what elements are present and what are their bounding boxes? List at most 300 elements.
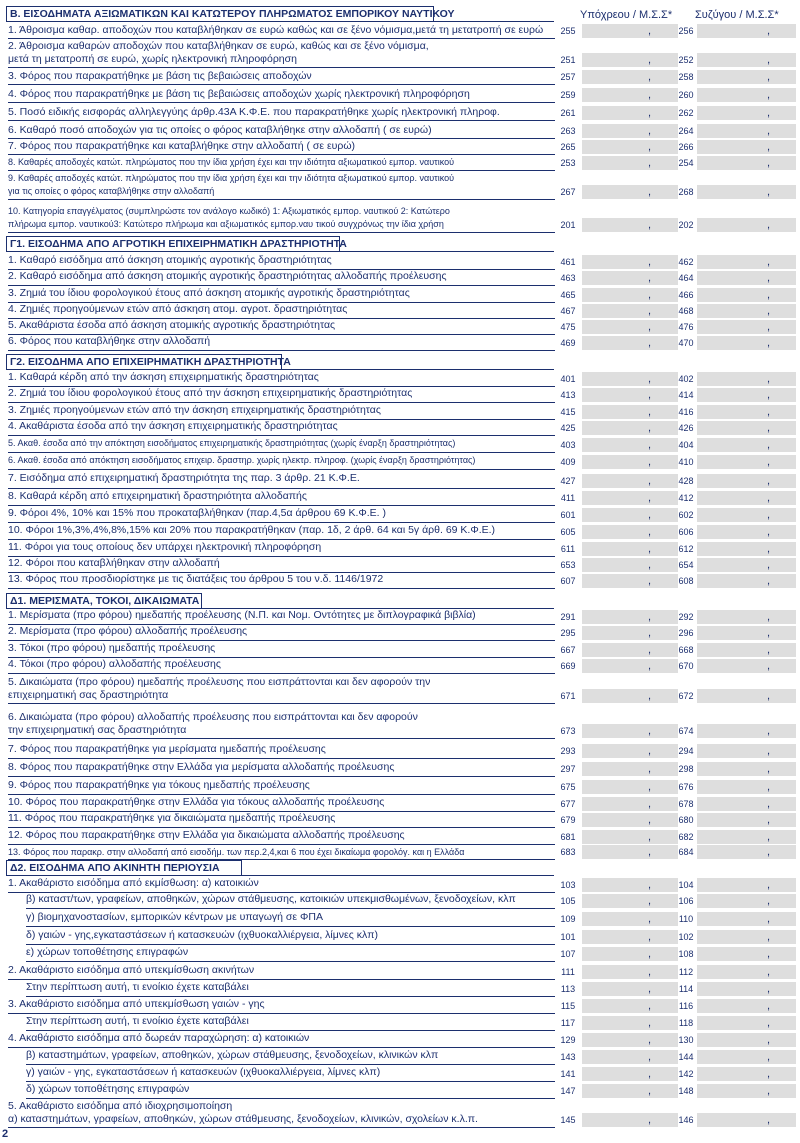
row-label xyxy=(8,254,555,267)
taxpayer-amount-field[interactable] xyxy=(582,288,678,302)
row-underline xyxy=(8,827,555,828)
form-row xyxy=(0,929,800,945)
row-underline xyxy=(8,435,555,436)
section-underline xyxy=(6,369,554,370)
spouse-amount-field[interactable] xyxy=(697,304,796,318)
row-label xyxy=(8,454,555,467)
taxpayer-amount-field[interactable] xyxy=(582,474,678,488)
form-row xyxy=(0,205,800,233)
form-row xyxy=(0,507,800,523)
decimal-separator: , xyxy=(648,219,652,231)
row-label xyxy=(8,387,555,400)
row-label-line2: πλήρωμα εμπορ. ναυτικού3: Κατώτερο πλήρωμα και αξιωματικός εμπορ.ναυ τικού συγχρόνως την ίδια χρήση xyxy=(8,219,444,229)
row-label xyxy=(8,557,555,570)
taxpayer-code: 469 xyxy=(560,338,576,348)
row-label xyxy=(8,437,555,450)
row-label xyxy=(8,319,555,332)
spouse-amount-field[interactable] xyxy=(697,626,796,640)
spouse-amount-field[interactable] xyxy=(697,724,796,738)
taxpayer-code: 607 xyxy=(560,576,576,586)
row-label-line1: 9. Καθαρές αποδοχές κατώτ. πληρώματος που την ίδια χρήση έχει και την ιδιότητα αξιωματικού εμπορ. ναυτικού xyxy=(8,173,455,183)
decimal-separator: , xyxy=(767,559,771,571)
form-row xyxy=(0,270,800,286)
decimal-separator: , xyxy=(648,1114,652,1126)
decimal-separator: , xyxy=(648,931,652,943)
spouse-amount-field[interactable] xyxy=(697,140,796,154)
taxpayer-code: 297 xyxy=(560,764,576,774)
taxpayer-code: 677 xyxy=(560,799,576,809)
taxpayer-amount-field[interactable] xyxy=(582,845,678,859)
row-underline xyxy=(8,1127,555,1128)
decimal-separator: , xyxy=(767,611,771,623)
header-spouse: Συζύγου / Μ.Σ.Σ* xyxy=(695,9,779,21)
decimal-separator: , xyxy=(648,543,652,555)
row-label xyxy=(8,964,555,977)
taxpayer-amount-field[interactable] xyxy=(582,626,678,640)
taxpayer-amount-field[interactable] xyxy=(582,88,678,102)
taxpayer-amount-field[interactable] xyxy=(582,813,678,827)
spouse-code: 476 xyxy=(678,322,694,332)
taxpayer-amount-field[interactable] xyxy=(582,830,678,844)
spouse-code: 112 xyxy=(678,967,694,977)
decimal-separator: , xyxy=(767,71,771,83)
spouse-amount-field[interactable] xyxy=(697,912,796,926)
taxpayer-code: 611 xyxy=(560,544,576,554)
spouse-amount-field[interactable] xyxy=(697,830,796,844)
spouse-amount-field[interactable] xyxy=(697,947,796,961)
row-label-line1: 6. Δικαιώματα (προ φόρου) αλλοδαπής προέλευσης που εισπράττονται και δεν αφορούν xyxy=(8,711,418,723)
taxpayer-amount-field[interactable] xyxy=(582,744,678,758)
spouse-code: 416 xyxy=(678,407,694,417)
row-label-line1: 3. Ζημιές προηγούμενων ετών από την άσκηση επιχειρηματικής δραστηριότητας xyxy=(8,404,381,416)
spouse-amount-field[interactable] xyxy=(697,1016,796,1030)
form-row xyxy=(0,893,800,909)
decimal-separator: , xyxy=(648,798,652,810)
row-underline xyxy=(8,350,555,351)
spouse-code: 402 xyxy=(678,374,694,384)
spouse-amount-field[interactable] xyxy=(697,474,796,488)
row-label xyxy=(8,676,555,702)
spouse-amount-field[interactable] xyxy=(697,930,796,944)
spouse-amount-field[interactable] xyxy=(697,438,796,452)
row-underline xyxy=(8,38,555,39)
taxpayer-amount-field[interactable] xyxy=(582,421,678,435)
decimal-separator: , xyxy=(648,141,652,153)
decimal-separator: , xyxy=(648,25,652,37)
spouse-amount-field[interactable] xyxy=(697,156,796,170)
spouse-amount-field[interactable] xyxy=(697,405,796,419)
row-label-line1: ε) χώρων τοποθέτησης επιγραφών xyxy=(26,946,189,958)
taxpayer-amount-field[interactable] xyxy=(582,405,678,419)
row-underline xyxy=(8,539,555,540)
taxpayer-amount-field[interactable] xyxy=(582,388,678,402)
spouse-amount-field[interactable] xyxy=(697,574,796,588)
spouse-amount-field[interactable] xyxy=(697,610,796,624)
row-label-line1: Στην περίπτωση αυτή, τι ενοίκιο έχετε καταβάλει xyxy=(26,981,249,993)
spouse-code: 682 xyxy=(678,832,694,842)
form-row xyxy=(0,1083,800,1099)
decimal-separator: , xyxy=(648,831,652,843)
decimal-separator: , xyxy=(767,337,771,349)
spouse-amount-field[interactable] xyxy=(697,1067,796,1081)
row-label-line1: 3. Ακαθάριστο εισόδημα από υπεκμίσθωση γαιών - γης xyxy=(8,998,265,1010)
row-label xyxy=(26,946,573,959)
decimal-separator: , xyxy=(767,219,771,231)
spouse-code: 602 xyxy=(678,510,694,520)
decimal-separator: , xyxy=(767,54,771,66)
decimal-separator: , xyxy=(767,439,771,451)
taxpayer-code: 113 xyxy=(560,984,576,994)
form-row xyxy=(0,981,800,997)
taxpayer-amount-field[interactable] xyxy=(582,320,678,334)
form-row xyxy=(0,557,800,573)
form-row xyxy=(0,812,800,828)
decimal-separator: , xyxy=(767,644,771,656)
row-label-line1: 13. Φόρος που παρακρ. στην αλλοδαπή από εισοδήμ. των περ.2,4,και 6 που έχει δικαίωμα φορολόγ. και η Ελλάδα xyxy=(8,847,465,857)
decimal-separator: , xyxy=(767,831,771,843)
row-label xyxy=(8,541,555,554)
spouse-amount-field[interactable] xyxy=(697,53,796,67)
row-underline xyxy=(8,522,555,523)
taxpayer-amount-field[interactable] xyxy=(582,438,678,452)
header-taxpayer: Υπόχρεου / Μ.Σ.Σ* xyxy=(580,9,673,21)
row-label xyxy=(8,658,555,671)
spouse-amount-field[interactable] xyxy=(697,744,796,758)
row-label-line1: 2. Ακαθάριστο εισόδημα από υπεκμίσθωση ακινήτων xyxy=(8,964,255,976)
form-row xyxy=(0,106,800,121)
spouse-amount-field[interactable] xyxy=(697,797,796,811)
decimal-separator: , xyxy=(767,321,771,333)
taxpayer-code: 253 xyxy=(560,158,576,168)
spouse-amount-field[interactable] xyxy=(697,421,796,435)
spouse-amount-field[interactable] xyxy=(697,558,796,572)
spouse-code: 672 xyxy=(678,691,694,701)
taxpayer-amount-field[interactable] xyxy=(582,1016,678,1030)
decimal-separator: , xyxy=(648,895,652,907)
decimal-separator: , xyxy=(648,305,652,317)
decimal-separator: , xyxy=(648,439,652,451)
row-label xyxy=(8,156,555,169)
taxpayer-amount-field[interactable] xyxy=(582,455,678,469)
taxpayer-code: 115 xyxy=(560,1001,576,1011)
spouse-amount-field[interactable] xyxy=(697,320,796,334)
taxpayer-amount-field[interactable] xyxy=(582,508,678,522)
form-row xyxy=(0,796,800,812)
spouse-code: 264 xyxy=(678,126,694,136)
spouse-code: 428 xyxy=(678,476,694,486)
taxpayer-code: 425 xyxy=(560,423,576,433)
row-label-line1: 5. Ακαθ. έσοδα από την απόκτηση εισοδήματος επιχειρηματικής δραστηριότητας (χωρίς έναρξη δραστηριότητας) xyxy=(8,438,456,448)
row-label-line1: 2. Άθροισμα καθαρών αποδοχών που καταβλήθηκαν σε ευρώ, καθώς και σε ξένο νόμισμα, xyxy=(8,40,429,52)
spouse-code: 256 xyxy=(678,26,694,36)
taxpayer-amount-field[interactable] xyxy=(582,1084,678,1098)
spouse-amount-field[interactable] xyxy=(697,894,796,908)
section-underline xyxy=(6,251,554,252)
row-label xyxy=(8,70,555,83)
spouse-amount-field[interactable] xyxy=(697,965,796,979)
spouse-amount-field[interactable] xyxy=(697,491,796,505)
spouse-amount-field[interactable] xyxy=(697,525,796,539)
form-row xyxy=(0,642,800,658)
decimal-separator: , xyxy=(648,107,652,119)
taxpayer-amount-field[interactable] xyxy=(582,912,678,926)
row-underline xyxy=(8,673,555,674)
spouse-amount-field[interactable] xyxy=(697,70,796,84)
decimal-separator: , xyxy=(767,948,771,960)
decimal-separator: , xyxy=(648,644,652,656)
spouse-code: 268 xyxy=(678,187,694,197)
spouse-amount-field[interactable] xyxy=(697,659,796,673)
decimal-separator: , xyxy=(767,1114,771,1126)
taxpayer-amount-field[interactable] xyxy=(582,542,678,556)
taxpayer-code: 267 xyxy=(560,187,576,197)
taxpayer-amount-field[interactable] xyxy=(582,255,678,269)
spouse-amount-field[interactable] xyxy=(697,508,796,522)
row-label xyxy=(8,642,555,655)
row-underline xyxy=(8,67,555,68)
form-row xyxy=(0,524,800,540)
decimal-separator: , xyxy=(767,1017,771,1029)
decimal-separator: , xyxy=(648,745,652,757)
taxpayer-amount-field[interactable] xyxy=(582,106,678,120)
row-label xyxy=(8,829,555,842)
row-label-line1: 3. Φόρος που παρακρατήθηκε με βάση τις βεβαιώσεις αποδοχών xyxy=(8,70,312,82)
taxpayer-amount-field[interactable] xyxy=(582,1067,678,1081)
taxpayer-amount-field[interactable] xyxy=(582,24,678,38)
row-label-line1: 9. Φόροι 4%, 10% και 15% που προκαταβλήθηκαν (παρ.4,5α άρθρου 69 Κ.Φ.Ε. ) xyxy=(8,507,386,519)
form-row xyxy=(0,124,800,139)
decimal-separator: , xyxy=(648,337,652,349)
row-underline xyxy=(8,794,555,795)
spouse-amount-field[interactable] xyxy=(697,689,796,703)
decimal-separator: , xyxy=(767,456,771,468)
spouse-amount-field[interactable] xyxy=(697,1084,796,1098)
form-row xyxy=(0,625,800,641)
spouse-amount-field[interactable] xyxy=(697,1050,796,1064)
taxpayer-amount-field[interactable] xyxy=(582,724,678,738)
taxpayer-amount-field[interactable] xyxy=(582,999,678,1013)
decimal-separator: , xyxy=(648,913,652,925)
spouse-amount-field[interactable] xyxy=(697,999,796,1013)
taxpayer-code: 409 xyxy=(560,457,576,467)
row-underline xyxy=(26,996,555,997)
row-label xyxy=(26,1015,573,1028)
taxpayer-amount-field[interactable] xyxy=(582,780,678,794)
spouse-amount-field[interactable] xyxy=(697,288,796,302)
spouse-amount-field[interactable] xyxy=(697,780,796,794)
taxpayer-amount-field[interactable] xyxy=(582,156,678,170)
spouse-amount-field[interactable] xyxy=(697,1033,796,1047)
spouse-code: 612 xyxy=(678,544,694,554)
spouse-amount-field[interactable] xyxy=(697,1113,796,1127)
taxpayer-amount-field[interactable] xyxy=(582,271,678,285)
spouse-code: 252 xyxy=(678,55,694,65)
taxpayer-amount-field[interactable] xyxy=(582,574,678,588)
decimal-separator: , xyxy=(767,89,771,101)
decimal-separator: , xyxy=(767,509,771,521)
decimal-separator: , xyxy=(767,966,771,978)
spouse-amount-field[interactable] xyxy=(697,106,796,120)
taxpayer-code: 463 xyxy=(560,273,576,283)
form-row xyxy=(0,676,800,704)
spouse-code: 298 xyxy=(678,764,694,774)
row-label xyxy=(8,287,555,300)
taxpayer-amount-field[interactable] xyxy=(582,982,678,996)
row-label-line1: 1. Καθαρά κέρδη από την άσκηση επιχειρηματικής δραστηριότητας xyxy=(8,371,319,383)
decimal-separator: , xyxy=(767,475,771,487)
taxpayer-amount-field[interactable] xyxy=(582,124,678,138)
form-row xyxy=(0,1100,800,1128)
form-row xyxy=(0,877,800,893)
taxpayer-amount-field[interactable] xyxy=(582,336,678,350)
decimal-separator: , xyxy=(648,157,652,169)
row-label xyxy=(8,625,555,638)
spouse-amount-field[interactable] xyxy=(697,388,796,402)
row-label xyxy=(8,846,555,859)
taxpayer-amount-field[interactable] xyxy=(582,797,678,811)
spouse-code: 674 xyxy=(678,726,694,736)
spouse-code: 678 xyxy=(678,799,694,809)
spouse-code: 258 xyxy=(678,72,694,82)
row-label-line1: 4. Φόρος που παρακρατήθηκε με βάση τις βεβαιώσεις αποδοχών χωρίς ηλεκτρονική πληροφόρηση xyxy=(8,88,470,100)
taxpayer-amount-field[interactable] xyxy=(582,218,678,232)
taxpayer-code: 467 xyxy=(560,306,576,316)
taxpayer-code: 461 xyxy=(560,257,576,267)
taxpayer-amount-field[interactable] xyxy=(582,525,678,539)
decimal-separator: , xyxy=(767,1085,771,1097)
taxpayer-amount-field[interactable] xyxy=(582,372,678,386)
form-row xyxy=(0,254,800,270)
taxpayer-amount-field[interactable] xyxy=(582,930,678,944)
row-label-line1: 8. Φόρος που παρακρατήθηκε στην Ελλάδα για μερίσματα αλλοδαπής προέλευσης xyxy=(8,761,395,773)
taxpayer-amount-field[interactable] xyxy=(582,762,678,776)
taxpayer-amount-field[interactable] xyxy=(582,53,678,67)
taxpayer-code: 675 xyxy=(560,782,576,792)
spouse-amount-field[interactable] xyxy=(697,372,796,386)
spouse-amount-field[interactable] xyxy=(697,24,796,38)
taxpayer-amount-field[interactable] xyxy=(582,491,678,505)
taxpayer-amount-field[interactable] xyxy=(582,558,678,572)
spouse-amount-field[interactable] xyxy=(697,878,796,892)
taxpayer-code: 293 xyxy=(560,746,576,756)
spouse-amount-field[interactable] xyxy=(697,88,796,102)
row-label xyxy=(8,1032,555,1045)
taxpayer-amount-field[interactable] xyxy=(582,1050,678,1064)
row-underline xyxy=(8,232,555,233)
decimal-separator: , xyxy=(767,798,771,810)
decimal-separator: , xyxy=(648,983,652,995)
decimal-separator: , xyxy=(767,983,771,995)
row-label-line1: 5. Ακαθάριστα έσοδα από άσκηση ατομικής αγροτικής δραστηριότητας xyxy=(8,319,336,331)
spouse-amount-field[interactable] xyxy=(697,218,796,232)
row-label-line1: 3. Ζημιά του ίδιου φορολογικού έτους από άσκηση ατομικής αγροτικής δραστηριότητας xyxy=(8,287,410,299)
taxpayer-amount-field[interactable] xyxy=(582,965,678,979)
taxpayer-amount-field[interactable] xyxy=(582,185,678,199)
decimal-separator: , xyxy=(648,690,652,702)
taxpayer-code: 145 xyxy=(560,1115,576,1125)
row-label xyxy=(8,877,555,890)
spouse-code: 676 xyxy=(678,782,694,792)
taxpayer-amount-field[interactable] xyxy=(582,878,678,892)
row-label xyxy=(8,472,555,485)
row-underline xyxy=(8,199,555,200)
spouse-amount-field[interactable] xyxy=(697,185,796,199)
row-label-line1: 5. Δικαιώματα (προ φόρου) ημεδαπής προέλευσης που εισπράττονται και δεν αφορούν την xyxy=(8,676,431,688)
row-label-line2: την επιχειρηματική σας δραστηριότητα xyxy=(8,724,187,736)
taxpayer-code: 669 xyxy=(560,661,576,671)
spouse-amount-field[interactable] xyxy=(697,255,796,269)
section-title: Δ1. ΜΕΡΙΣΜΑΤΑ, ΤΟΚΟΙ, ΔΙΚΑΙΩΜΑΤΑ xyxy=(6,593,202,608)
row-label-line1: δ) χώρων τοποθέτησης επιγραφών xyxy=(26,1083,190,1095)
spouse-code: 142 xyxy=(678,1069,694,1079)
decimal-separator: , xyxy=(648,948,652,960)
taxpayer-amount-field[interactable] xyxy=(582,659,678,673)
spouse-amount-field[interactable] xyxy=(697,542,796,556)
spouse-amount-field[interactable] xyxy=(697,813,796,827)
taxpayer-amount-field[interactable] xyxy=(582,70,678,84)
decimal-separator: , xyxy=(767,526,771,538)
taxpayer-amount-field[interactable] xyxy=(582,689,678,703)
spouse-amount-field[interactable] xyxy=(697,455,796,469)
spouse-code: 202 xyxy=(678,220,694,230)
row-label xyxy=(8,303,555,316)
taxpayer-amount-field[interactable] xyxy=(582,1113,678,1127)
taxpayer-amount-field[interactable] xyxy=(582,304,678,318)
decimal-separator: , xyxy=(767,157,771,169)
spouse-amount-field[interactable] xyxy=(697,124,796,138)
decimal-separator: , xyxy=(648,125,652,137)
taxpayer-amount-field[interactable] xyxy=(582,894,678,908)
row-label-line1: 10. Φόρος που παρακρατήθηκε στην Ελλάδα για τόκους αλλοδαπής προέλευσης xyxy=(8,796,385,808)
taxpayer-amount-field[interactable] xyxy=(582,1033,678,1047)
row-label xyxy=(8,420,555,433)
form-row xyxy=(0,1066,800,1082)
taxpayer-code: 601 xyxy=(560,510,576,520)
spouse-amount-field[interactable] xyxy=(697,845,796,859)
row-label-line1: 6. Φόρος που καταβλήθηκε στην αλλοδαπή xyxy=(8,335,211,347)
decimal-separator: , xyxy=(767,745,771,757)
spouse-amount-field[interactable] xyxy=(697,643,796,657)
spouse-amount-field[interactable] xyxy=(697,982,796,996)
spouse-amount-field[interactable] xyxy=(697,762,796,776)
spouse-code: 462 xyxy=(678,257,694,267)
decimal-separator: , xyxy=(648,406,652,418)
spouse-code: 464 xyxy=(678,273,694,283)
taxpayer-code: 263 xyxy=(560,126,576,136)
taxpayer-code: 105 xyxy=(560,896,576,906)
form-row xyxy=(0,779,800,795)
decimal-separator: , xyxy=(767,256,771,268)
taxpayer-amount-field[interactable] xyxy=(582,140,678,154)
form-row xyxy=(0,743,800,759)
row-label-line1: 7. Φόρος που παρακρατήθηκε για μερίσματα ημεδαπής προέλευσης xyxy=(8,743,326,755)
taxpayer-code: 251 xyxy=(560,55,576,65)
row-underline xyxy=(8,758,555,759)
spouse-amount-field[interactable] xyxy=(697,336,796,350)
decimal-separator: , xyxy=(648,456,652,468)
taxpayer-amount-field[interactable] xyxy=(582,643,678,657)
spouse-amount-field[interactable] xyxy=(697,271,796,285)
decimal-separator: , xyxy=(648,559,652,571)
taxpayer-code: 257 xyxy=(560,72,576,82)
taxpayer-amount-field[interactable] xyxy=(582,947,678,961)
taxpayer-amount-field[interactable] xyxy=(582,610,678,624)
spouse-code: 670 xyxy=(678,661,694,671)
form-row xyxy=(0,454,800,470)
taxpayer-code: 401 xyxy=(560,374,576,384)
row-label xyxy=(8,335,555,348)
decimal-separator: , xyxy=(767,725,771,737)
